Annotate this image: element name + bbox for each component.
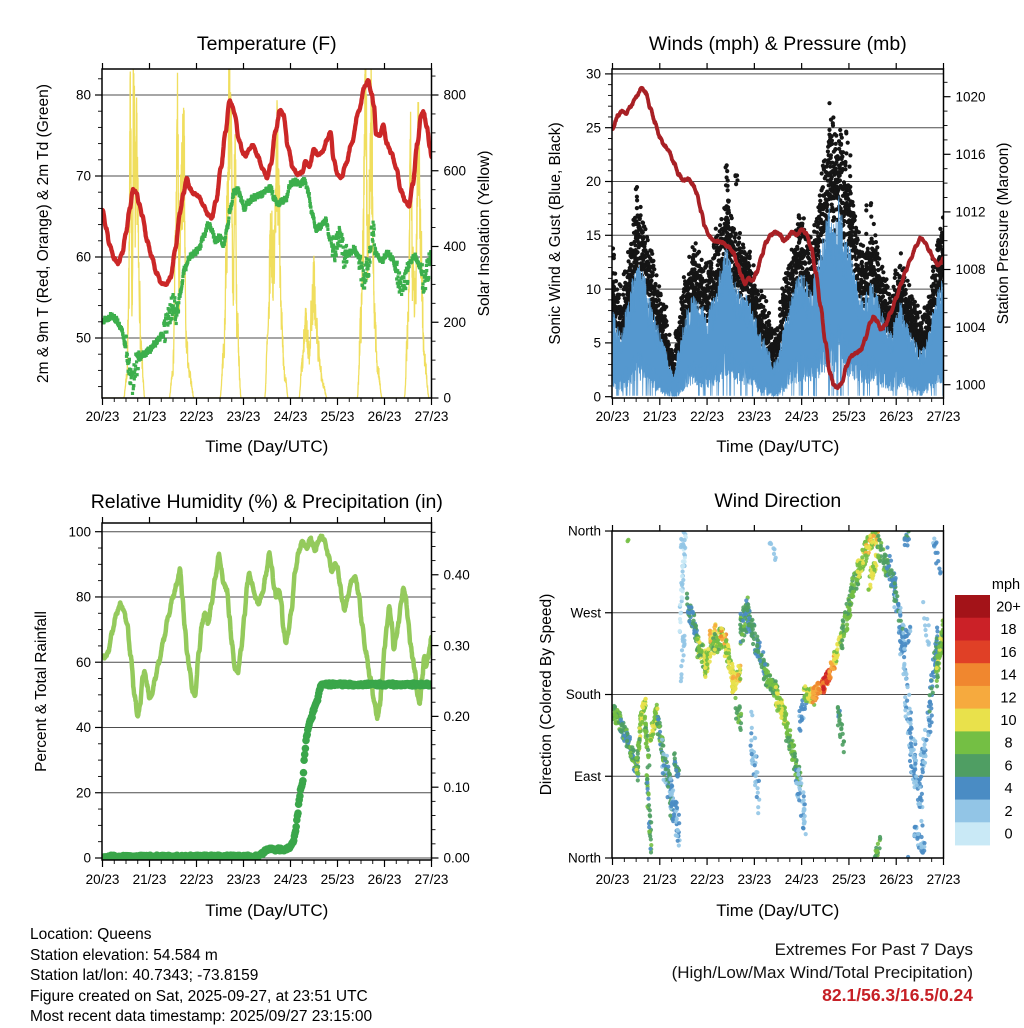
temperature-chart	[35, 13, 493, 456]
svg-text:60: 60	[76, 250, 91, 265]
wind-direction-chart	[538, 490, 1021, 920]
temperature-line	[103, 80, 432, 285]
svg-text:20/23: 20/23	[596, 409, 630, 424]
extremes-subtitle: (High/Low/Max Wind/Total Precipitation)	[672, 961, 973, 984]
svg-text:70: 70	[76, 169, 91, 184]
svg-text:1020: 1020	[956, 89, 986, 104]
svg-text:15: 15	[586, 228, 601, 243]
svg-text:25/23: 25/23	[321, 409, 355, 424]
svg-text:5: 5	[593, 336, 601, 351]
extremes-title: Extremes For Past 7 Days	[672, 938, 973, 961]
winds-pressure-chart	[547, 33, 1012, 456]
station-elevation: Station elevation: 54.584 m	[30, 946, 372, 967]
svg-text:1008: 1008	[956, 262, 986, 277]
svg-text:26/23: 26/23	[879, 409, 913, 424]
svg-text:10: 10	[586, 282, 601, 297]
svg-text:20: 20	[76, 785, 91, 800]
svg-text:24/23: 24/23	[274, 409, 308, 424]
svg-text:25/23: 25/23	[832, 409, 866, 424]
figure-created-timestamp: Figure created on Sat, 2025-09-27, at 23:51 UTC	[30, 987, 372, 1008]
svg-text:2m & 9m T (Red, Orange) & 2m T: 2m & 9m T (Red, Orange) & 2m Td (Green)	[35, 84, 52, 383]
svg-text:40: 40	[76, 720, 91, 735]
svg-text:21/23: 21/23	[133, 409, 167, 424]
svg-text:22/23: 22/23	[180, 409, 214, 424]
svg-text:0: 0	[444, 391, 452, 406]
humidity-precip-chart	[33, 491, 470, 920]
winds-pressure-series	[610, 88, 945, 396]
svg-text:Winds (mph) & Pressure (mb): Winds (mph) & Pressure (mb)	[649, 33, 907, 55]
svg-text:23/23: 23/23	[737, 409, 771, 424]
svg-text:1000: 1000	[956, 377, 986, 392]
svg-text:80: 80	[76, 88, 91, 103]
svg-text:25: 25	[586, 120, 601, 135]
humidity-precip-series	[99, 536, 435, 861]
station-info	[30, 925, 372, 1028]
svg-text:800: 800	[444, 88, 467, 103]
svg-text:20: 20	[586, 174, 601, 189]
svg-text:80: 80	[76, 590, 91, 605]
recent-data-timestamp: Most recent data timestamp: 2025/09/27 23:15:00	[30, 1007, 372, 1028]
temperature-series	[101, 13, 433, 398]
svg-text:24/23: 24/23	[785, 409, 819, 424]
svg-text:Solar Insolation (Yellow): Solar Insolation (Yellow)	[476, 151, 493, 317]
svg-text:30: 30	[586, 67, 601, 82]
speed-colorbar	[955, 577, 1021, 845]
svg-text:20/23: 20/23	[86, 409, 120, 424]
station-location: Location: Queens	[30, 925, 372, 946]
svg-text:Station Pressure (Maroon): Station Pressure (Maroon)	[995, 143, 1012, 325]
svg-text:50: 50	[76, 331, 91, 346]
svg-text:100: 100	[68, 524, 91, 539]
svg-text:Sonic Wind & Gust (Blue, Black: Sonic Wind & Gust (Blue, Black)	[547, 122, 564, 344]
svg-text:0: 0	[83, 851, 91, 866]
svg-text:400: 400	[444, 239, 467, 254]
svg-text:200: 200	[444, 315, 467, 330]
extremes-values: 82.1/56.3/16.5/0.24	[672, 984, 973, 1007]
svg-text:23/23: 23/23	[227, 409, 261, 424]
svg-text:27/23: 27/23	[415, 409, 449, 424]
station-latlon: Station lat/lon: 40.7343; -73.8159	[30, 966, 372, 987]
svg-text:0.00: 0.00	[444, 851, 470, 866]
svg-text:1016: 1016	[956, 147, 986, 162]
svg-text:0.10: 0.10	[444, 780, 470, 795]
extremes-summary	[672, 938, 973, 1007]
svg-text:1004: 1004	[956, 320, 987, 335]
svg-text:60: 60	[76, 655, 91, 670]
svg-text:22/23: 22/23	[690, 409, 724, 424]
svg-text:26/23: 26/23	[368, 409, 402, 424]
svg-text:21/23: 21/23	[643, 409, 677, 424]
svg-text:Time (Day/UTC): Time (Day/UTC)	[716, 437, 839, 456]
svg-text:27/23: 27/23	[927, 409, 961, 424]
solar-insolation-line	[103, 13, 432, 398]
humidity-line	[103, 536, 432, 719]
svg-text:600: 600	[444, 163, 467, 178]
svg-text:Time (Day/UTC): Time (Day/UTC)	[205, 437, 328, 456]
svg-text:1012: 1012	[956, 205, 986, 220]
svg-text:Temperature (F): Temperature (F)	[197, 33, 337, 55]
svg-text:0: 0	[593, 389, 601, 404]
